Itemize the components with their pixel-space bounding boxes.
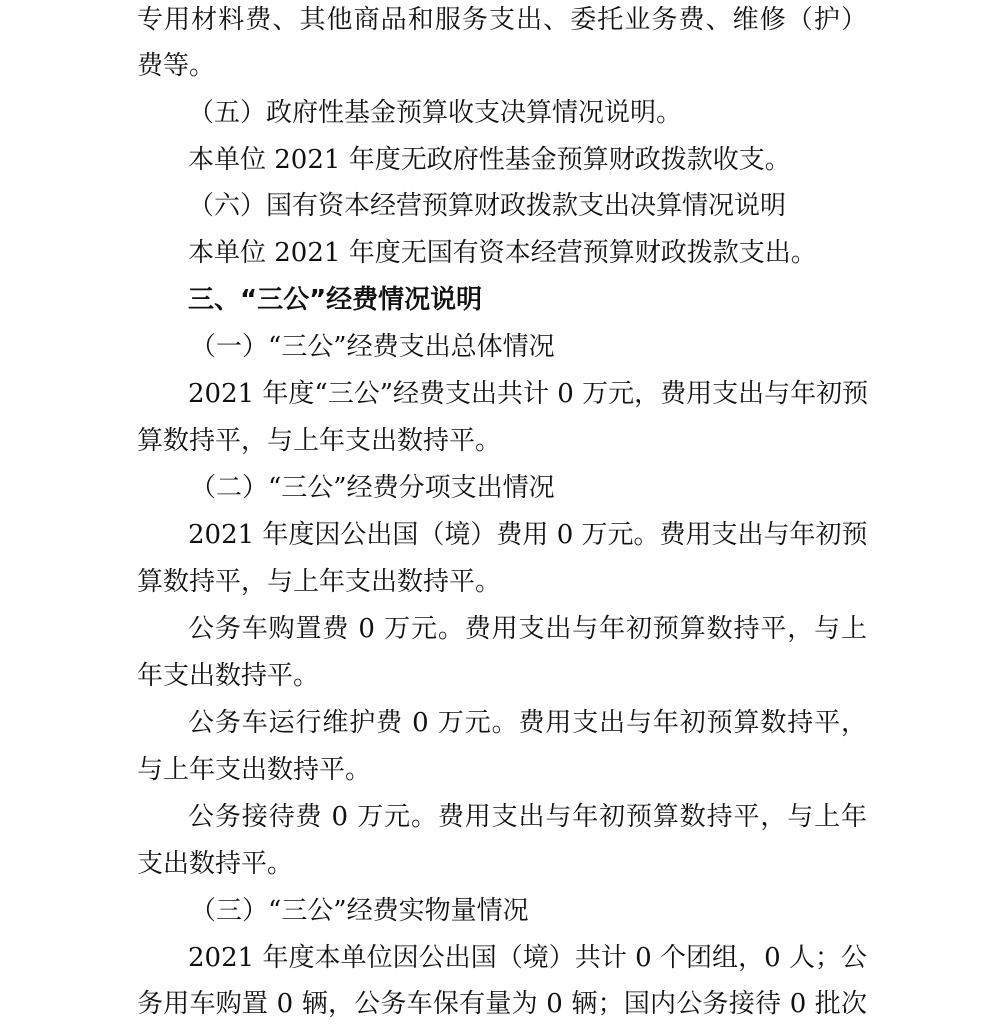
subsection-heading-one: （一）“三公”经费支出总体情况 xyxy=(190,332,555,362)
paragraph-line: 本单位 2021 年度无国有资本经营预算财政拨款支出。 xyxy=(188,238,817,268)
paragraph-line: 年支出数持平。 xyxy=(137,661,320,691)
paragraph-line: 公务车运行维护费 0 万元。费用支出与年初预算数持平， xyxy=(188,708,867,738)
paragraph-line: 算数持平，与上年支出数持平。 xyxy=(137,426,502,456)
paragraph-line: 专用材料费、其他商品和服务支出、委托业务费、维修（护） xyxy=(137,5,867,35)
paragraph-line: 2021 年度因公出国（境）费用 0 万元。费用支出与年初预 xyxy=(188,520,868,550)
subsection-heading-two: （二）“三公”经费分项支出情况 xyxy=(190,473,555,503)
paragraph-line: 务用车购置 0 辆，公务车保有量为 0 辆；国内公务接待 0 批次 xyxy=(137,989,867,1019)
paragraph-line: 费等。 xyxy=(137,51,216,81)
paragraph-line: 本单位 2021 年度无政府性基金预算财政拨款收支。 xyxy=(188,145,791,175)
paragraph-line: 与上年支出数持平。 xyxy=(137,755,372,785)
section-heading-five: （五）政府性基金预算收支决算情况说明。 xyxy=(188,98,683,128)
subsection-heading-three: （三）“三公”经费实物量情况 xyxy=(190,896,529,926)
section-heading-three: 三、“三公”经费情况说明 xyxy=(188,285,483,315)
paragraph-line: 2021 年度“三公”经费支出共计 0 万元，费用支出与年初预 xyxy=(188,379,869,409)
paragraph-line: 公务接待费 0 万元。费用支出与年初预算数持平，与上年 xyxy=(188,802,867,832)
paragraph-line: 公务车购置费 0 万元。费用支出与年初预算数持平，与上 xyxy=(188,614,867,644)
paragraph-line: 2021 年度本单位因公出国（境）共计 0 个团组，0 人；公 xyxy=(188,943,867,973)
paragraph-line: 算数持平，与上年支出数持平。 xyxy=(137,567,502,597)
section-heading-six: （六）国有资本经营预算财政拨款支出决算情况说明 xyxy=(188,191,787,221)
paragraph-line: 支出数持平。 xyxy=(137,849,294,879)
